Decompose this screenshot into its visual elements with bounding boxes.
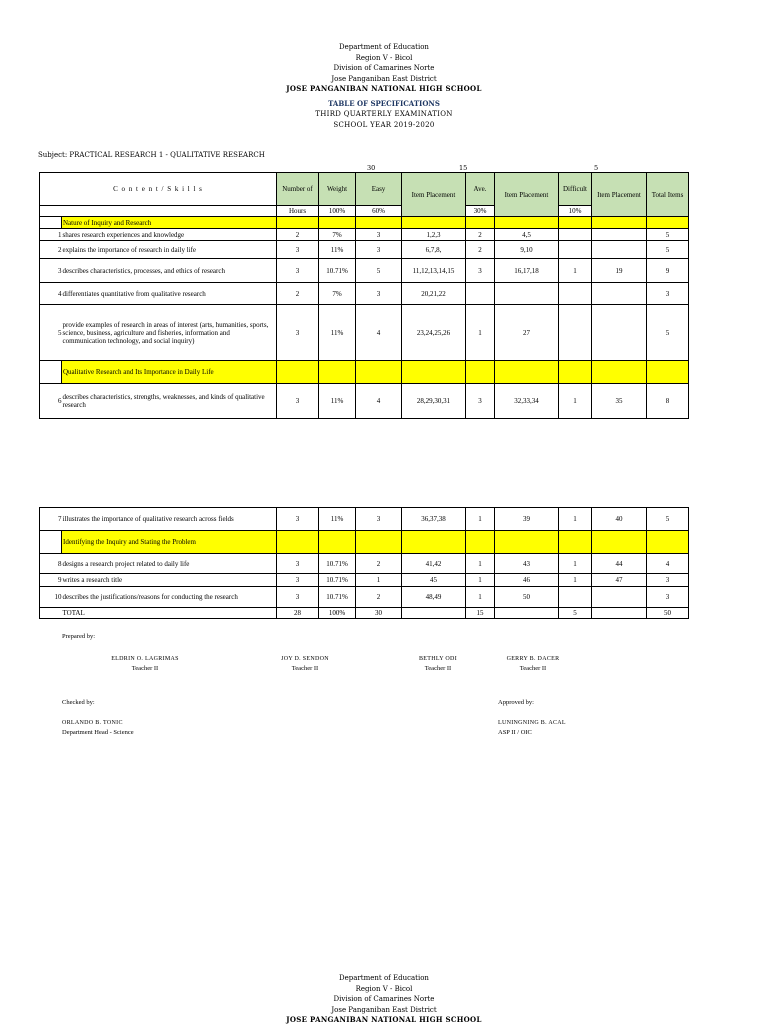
checker-block <box>62 718 134 738</box>
approver-role: ASP II / OIC <box>498 729 532 736</box>
table-row: 10 describes the justifications/reasons for conducting the research 3 10.71% 2 48,49 1 50 3 <box>40 587 689 608</box>
approved-by-label: Approved by: <box>498 699 534 706</box>
checked-by-label: Checked by: <box>62 699 95 706</box>
easy-weight: 30 <box>367 164 376 172</box>
preparer-name: ELDRIN O. LAGRIMAS <box>111 656 179 662</box>
table-row: 5 provide examples of research in areas of interest (arts, humanities, sports, science, business, agriculture and fisheries, information and communication technology, and social inquiry) 3 11% 4 23,24,25,26 1 27 5 <box>40 305 689 361</box>
preparer-block <box>103 654 187 674</box>
table-row: 8 designs a research project related to daily life 3 10.71% 2 41,42 1 43 1 44 4 <box>40 554 689 574</box>
preparer-role: Teacher II <box>291 665 319 672</box>
preparer-name: JOY D. SENDON <box>281 656 329 662</box>
district-line: Jose Panganiban East District <box>331 74 437 83</box>
subject-line: Subject: PRACTICAL RESEARCH 1 - QUALITATIVE RESEARCH <box>38 151 265 159</box>
difficult-header: Difficult <box>559 173 592 206</box>
preparer-block <box>403 654 473 674</box>
hours-subheader: Hours <box>277 206 319 217</box>
difficult-weight: 5 <box>594 164 599 172</box>
difficult-subheader: 10% <box>559 206 592 217</box>
preparer-name: GERRY B. DACER <box>506 656 560 662</box>
exam-name: THIRD QUARTERLY EXAMINATION <box>315 110 453 118</box>
school-name: JOSE PANGANIBAN NATIONAL HIGH SCHOOL <box>286 1015 482 1024</box>
preparer-block <box>496 654 570 674</box>
preparer-role: Teacher II <box>519 665 547 672</box>
specification-table-continued <box>39 507 689 619</box>
total-items-header: Total Items <box>647 173 689 217</box>
next-page-header <box>0 973 768 1026</box>
weight-header: Weight <box>319 173 356 206</box>
average-subheader: 30% <box>466 206 495 217</box>
total-label: TOTAL <box>62 608 277 619</box>
weight-subheader: 100% <box>319 206 356 217</box>
hours-header: Number of <box>277 173 319 206</box>
table-row: 4 differentiates quantitative from qualitative research 2 7% 3 20,21,22 3 <box>40 283 689 305</box>
page-title: TABLE OF SPECIFICATIONS <box>328 98 440 108</box>
table-row: 3 describes characteristics, processes, and ethics of research 3 10.71% 5 11,12,13,14,15 3 16,17,18 1 19 9 <box>40 259 689 283</box>
checker-name: ORLANDO B. TONIC <box>62 720 123 726</box>
table-row: 9 writes a research title 3 10.71% 1 45 1 46 1 47 3 <box>40 574 689 587</box>
division-line: Division of Camarines Norte <box>333 64 435 72</box>
table-row: 2 explains the importance of research in daily life 3 11% 3 6,7,8, 2 9,10 5 <box>40 241 689 259</box>
average-header: Ave. <box>466 173 495 206</box>
preparer-role: Teacher II <box>424 665 452 672</box>
specification-table <box>39 172 689 419</box>
average-weight: 15 <box>459 164 468 172</box>
school-name: JOSE PANGANIBAN NATIONAL HIGH SCHOOL <box>286 84 482 93</box>
dept-line: Department of Education <box>339 43 429 51</box>
easy-placement-header: Item Placement <box>402 173 466 217</box>
table-row: 7 illustrates the importance of qualitative research across fields 3 11% 3 36,37,38 1 39 1 40 5 <box>40 508 689 531</box>
table-row: 6 describes characteristics, strengths, weaknesses, and kinds of qualitative research 3 11% 4 28,29,30,31 3 32,33,34 1 35 8 <box>40 384 689 419</box>
preparer-block <box>270 654 340 674</box>
prepared-by-label: Prepared by: <box>62 633 96 640</box>
approver-block <box>498 718 566 738</box>
section-heading: Identifying the Inquiry and Stating the Problem <box>62 531 277 554</box>
checker-role: Department Head - Science <box>62 729 134 736</box>
preparer-name: BETHLY ODI <box>418 656 457 662</box>
total-row: TOTAL 28 100% 30 15 5 50 <box>40 608 689 619</box>
approver-name: LUNINGNING B. ACAL <box>498 720 566 726</box>
dept-line: Department of Education <box>339 974 429 982</box>
easy-header: Easy <box>356 173 402 206</box>
section-heading: Nature of Inquiry and Research <box>62 217 277 229</box>
preparer-role: Teacher II <box>131 665 159 672</box>
region-line: Region V - Bicol <box>355 984 413 993</box>
school-year: SCHOOL YEAR 2019-2020 <box>333 120 435 129</box>
document-header <box>0 42 768 130</box>
easy-subheader: 60% <box>356 206 402 217</box>
content-skills-header: C o n t e n t / S k i l l s <box>40 173 277 206</box>
division-line: Division of Camarines Norte <box>333 995 435 1003</box>
difficult-placement-header: Item Placement <box>592 173 647 217</box>
average-placement-header: Item Placement <box>495 173 559 217</box>
district-line: Jose Panganiban East District <box>331 1005 437 1014</box>
section-heading: Qualitative Research and Its Importance in Daily Life <box>62 361 277 384</box>
region-line: Region V - Bicol <box>355 53 413 62</box>
table-row: 1 shares research experiences and knowledge 2 7% 3 1,2,3 2 4,5 5 <box>40 229 689 241</box>
